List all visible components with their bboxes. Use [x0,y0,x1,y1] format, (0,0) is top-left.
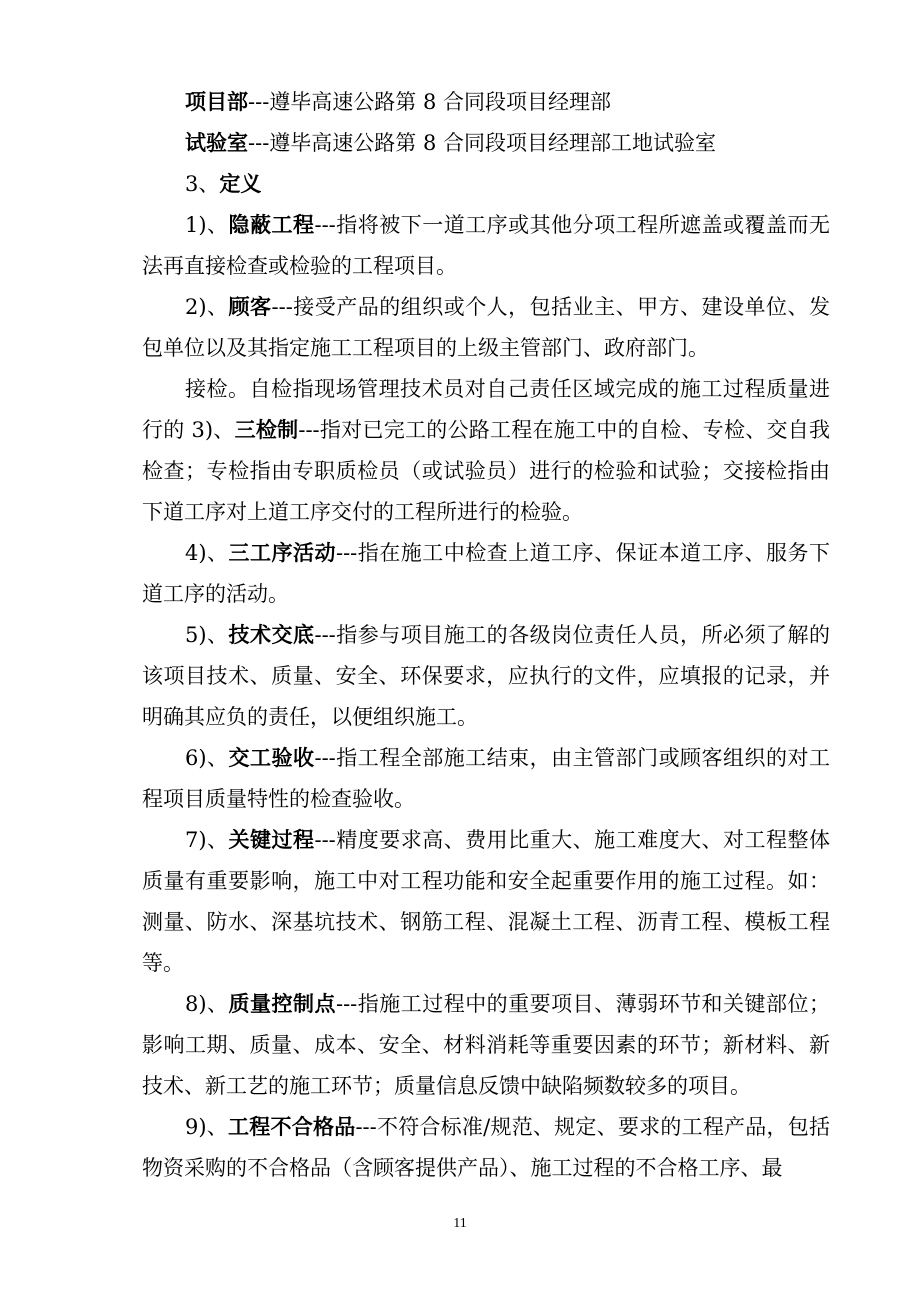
term-handover-acceptance: 交工验收 [228,746,315,770]
term-customer: 顾客 [228,295,272,319]
paragraph-nonconforming [142,1107,830,1189]
paragraph-body: ---指将被下一道工序或其他分项工程所遮盖或覆盖而无法再直接检查或检验的工程项目。 [142,213,830,278]
paragraph-prefix: 接检。自检指现场管理技术员对自己责任区域完成的施工过程质量进行的 3)、 [142,377,830,442]
paragraph-prefix: 2)、 [185,295,229,319]
paragraph-body: ---指在施工中检查上道工序、保证本道工序、服务下道工序的活动。 [142,541,830,606]
section-heading-definitions [142,164,830,205]
paragraph-hidden-works [142,205,830,287]
paragraph-three-inspection [142,369,830,533]
term-three-inspection: 三检制 [234,418,299,442]
term-project-dept: 项目部 [185,90,248,114]
paragraph-prefix: 9)、 [185,1115,229,1139]
paragraph-prefix: 6)、 [185,746,229,770]
term-key-process: 关键过程 [228,828,315,852]
paragraph-prefix: 1)、 [185,213,229,237]
paragraph-tech-briefing [142,615,830,738]
paragraph-prefix: 4)、 [185,541,229,565]
paragraph-customer [142,287,830,369]
paragraph-quality-control-point [142,984,830,1107]
term-three-process: 三工序活动 [228,541,336,565]
term-lab: 试验室 [185,131,248,155]
term-tech-briefing: 技术交底 [228,623,315,647]
document-body [142,82,830,1189]
paragraph-body: ---遵毕高速公路第 8 合同段项目经理部工地试验室 [248,131,716,155]
paragraph-lab [142,123,830,164]
term-definitions: 定义 [219,172,262,196]
paragraph-key-process [142,820,830,984]
paragraph-prefix: 7)、 [185,828,229,852]
term-quality-control-point: 质量控制点 [228,992,336,1016]
paragraph-prefix: 8)、 [185,992,229,1016]
paragraph-body: ---指工程全部施工结束，由主管部门或顾客组织的对工程项目质量特性的检查验收。 [142,746,830,811]
paragraph-body: ---指施工过程中的重要项目、薄弱环节和关键部位；影响工期、质量、成本、安全、材料消耗等重要因素的环节；新材料、新技术、新工艺的施工环节；质量信息反馈中缺陷频数较多的项目。 [142,992,830,1098]
paragraph-body: ---不符合标准/规范、规定、要求的工程产品，包括物资采购的不合格品（含顾客提供产品）、施工过程的不合格工序、最 [142,1115,830,1180]
paragraph-handover-acceptance [142,738,830,820]
paragraph-prefix: 5)、 [185,623,229,647]
paragraph-body: ---指参与项目施工的各级岗位责任人员，所必须了解的该项目技术、质量、安全、环保要求，应执行的文件，应填报的记录，并明确其应负的责任，以便组织施工。 [142,623,830,729]
page-number: 11 [453,1216,467,1231]
paragraph-body: ---指对已完工的公路工程在施工中的自检、专检、交自我检查；专检指由专职质检员（或试验员）进行的检验和试验；交接检指由下道工序对上道工序交付的工程所进行的检验。 [142,418,830,524]
paragraph-body: ---接受产品的组织或个人，包括业主、甲方、建设单位、发包单位以及其指定施工工程项目的上级主管部门、政府部门。 [142,295,830,360]
paragraph-three-process [142,533,830,615]
paragraph-prefix: 3、 [185,172,220,196]
paragraph-body: ---精度要求高、费用比重大、施工难度大、对工程整体质量有重要影响，施工中对工程功能和安全起重要作用的施工过程。如：测量、防水、深基坑技术、钢筋工程、混凝土工程、沥青工程、模板工程等。 [142,828,830,975]
term-hidden-works: 隐蔽工程 [228,213,315,237]
paragraph-body: ---遵毕高速公路第 8 合同段项目经理部 [248,90,611,114]
term-nonconforming: 工程不合格品 [228,1115,356,1139]
paragraph-project-dept [142,82,830,123]
